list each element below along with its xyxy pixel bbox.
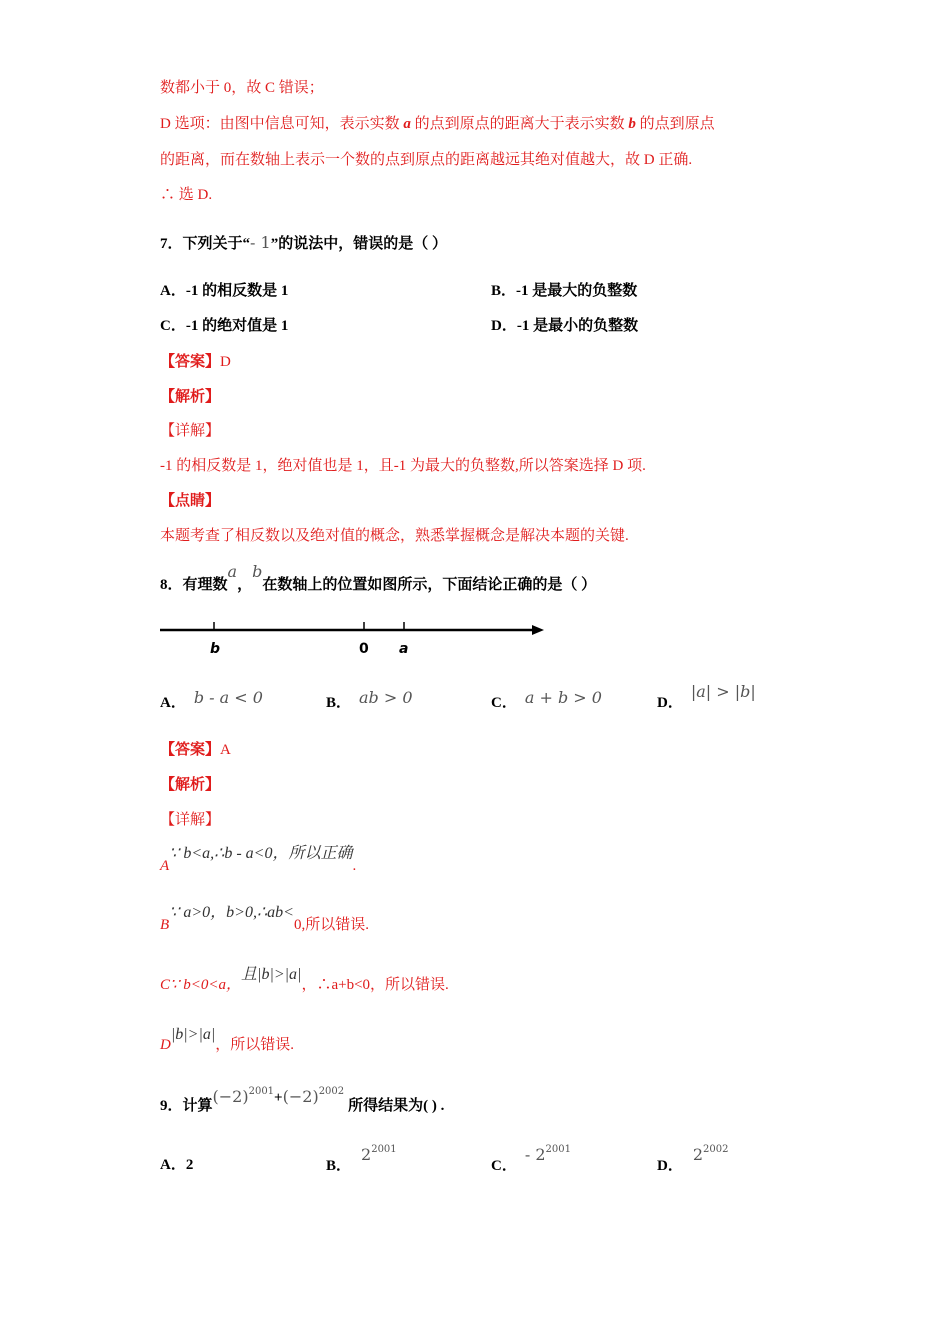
q8-solution-c xyxy=(160,966,449,995)
q7-remark: 本题考查了相反数以及绝对值的概念，熟悉掌握概念是解决本题的关键. xyxy=(160,528,629,544)
label-b: b xyxy=(210,641,221,657)
q7-stem xyxy=(160,233,447,254)
q7-option-a: A．-1 的相反数是 1 xyxy=(160,283,289,299)
prev-line-1: 数都小于 0，故 C 错误； xyxy=(160,80,324,96)
number-line-arrow xyxy=(532,625,544,635)
q7-remark-tag: 【点睛】 xyxy=(160,493,221,509)
var-a: a xyxy=(403,116,411,132)
q7-detail: -1 的相反数是 1，绝对值也是 1，且-1 为最大的负整数,所以答案选择 D 项. xyxy=(160,458,646,474)
q9-option-c-exp: 2001 xyxy=(545,1144,571,1155)
q7-answer-tag: 【答案】 xyxy=(160,354,221,370)
q8-stem xyxy=(160,562,597,595)
q8-solution-b xyxy=(160,904,369,935)
q7-option-b: B．-1 是最大的负整数 xyxy=(491,283,638,299)
q9-base2: (−2) xyxy=(282,1087,319,1106)
q9-option-d-exp: 2002 xyxy=(703,1144,729,1155)
prev-line-2 xyxy=(160,114,715,134)
q8-sol-c-b: ，∴a+b<0，所以错误. xyxy=(301,977,449,993)
q8-comma: ， xyxy=(237,577,253,593)
q8-sol-b-math: ∵ a>0，b>0,∴ab< xyxy=(169,904,294,921)
q8-sol-a-letter: A xyxy=(160,858,170,874)
q9-stem xyxy=(160,1086,445,1118)
q9-option-b-base: 2 xyxy=(361,1145,372,1164)
var-b: b xyxy=(628,116,636,132)
q9-plus: + xyxy=(274,1090,283,1106)
q9-option-a-value: 2 xyxy=(185,1157,194,1173)
q7-detail-tag: 【详解】 xyxy=(160,423,221,439)
q9-option-c xyxy=(491,1144,571,1178)
q8-option-c-math: a + b > 0 xyxy=(524,688,602,707)
q8-option-a-label: A． xyxy=(160,695,186,711)
q9-option-c-base: - 2 xyxy=(524,1145,546,1164)
q8-option-d-label: D． xyxy=(657,695,683,711)
q8-solution-a xyxy=(160,845,357,876)
q9-stem-b: 所得结果为( ) . xyxy=(348,1098,445,1114)
q8-solution-d xyxy=(160,1026,294,1055)
number-line-figure xyxy=(160,618,550,658)
q9-exp2: 2002 xyxy=(318,1086,345,1097)
q9-option-d-base: 2 xyxy=(692,1145,704,1164)
q7-stem-num: - 1 xyxy=(250,233,271,252)
q8-option-c xyxy=(491,688,602,713)
q8-answer xyxy=(160,740,231,760)
q8-option-a-math: b - a < 0 xyxy=(193,688,263,707)
prev-line-2a: D 选项：由图中信息可知，表示实数 xyxy=(160,116,404,132)
q7-option-c: C．-1 的绝对值是 1 xyxy=(160,318,289,334)
q8-answer-tag: 【答案】 xyxy=(160,742,221,758)
q7-stem-b: ”的说法中，错误的是（ ） xyxy=(270,236,447,252)
q7-analysis-tag: 【解析】 xyxy=(160,389,221,405)
q9-option-b xyxy=(326,1144,397,1178)
q8-sol-d-letter: D xyxy=(160,1037,171,1053)
q7-answer xyxy=(160,352,231,372)
prev-line-3: 的距离，而在数轴上表示一个数的点到原点的距离越远其绝对值越大，故 D 正确. xyxy=(160,152,693,168)
q9-stem-a: 9．计算 xyxy=(160,1098,213,1114)
q8-sol-a-math: ∵ b<a,∴b - a<0，所以正确 xyxy=(169,845,353,862)
q8-sol-a-end: . xyxy=(352,858,357,874)
q8-answer-value: A xyxy=(220,742,231,758)
prev-line-2b: 的点到原点的距离大于表示实数 xyxy=(410,116,629,132)
q8-var-a: a xyxy=(227,562,238,581)
q9-option-b-label: B． xyxy=(326,1158,352,1174)
q7-stem-a: 7．下列关于“ xyxy=(160,236,251,252)
q8-option-b-math: ab > 0 xyxy=(359,688,413,707)
q8-option-d xyxy=(657,682,756,713)
q8-stem-a: 8．有理数 xyxy=(160,577,228,593)
prev-line-2c: 的点到原点 xyxy=(635,116,715,132)
q9-option-a xyxy=(160,1155,193,1175)
q9-base1: (−2) xyxy=(212,1087,249,1106)
q8-option-a xyxy=(160,688,263,713)
label-a: a xyxy=(399,641,409,657)
q9-option-b-exp: 2001 xyxy=(371,1144,397,1155)
q9-option-a-label: A． xyxy=(160,1157,186,1173)
q7-answer-value: D xyxy=(220,354,231,370)
q8-option-b-label: B． xyxy=(326,695,352,711)
q8-option-c-label: C． xyxy=(491,695,517,711)
q8-detail-tag: 【详解】 xyxy=(160,812,221,828)
q8-stem-b: 在数轴上的位置如图所示，下面结论正确的是（ ） xyxy=(262,577,597,593)
q8-sol-d-end: ，所以错误. xyxy=(215,1037,294,1053)
q8-analysis-tag: 【解析】 xyxy=(160,777,221,793)
q8-sol-c-math: 且|b|>|a| xyxy=(241,966,302,983)
q9-exp1: 2001 xyxy=(248,1086,275,1097)
q8-sol-b-letter: B xyxy=(160,917,170,933)
q7-option-d: D．-1 是最小的负整数 xyxy=(491,318,639,334)
q8-sol-d-math: |b|>|a| xyxy=(170,1026,216,1043)
q8-sol-b-end: 0,所以错误. xyxy=(293,917,369,933)
q9-option-d xyxy=(657,1144,729,1178)
q8-option-d-math: |a| > |b| xyxy=(690,682,756,701)
q8-sol-c-a: C∵ b<0<a， xyxy=(160,977,242,993)
q9-option-c-label: C． xyxy=(491,1158,517,1174)
q8-option-b xyxy=(326,688,413,713)
q9-option-d-label: D． xyxy=(657,1158,683,1174)
label-0: 0 xyxy=(359,641,369,657)
prev-line-4: ∴ 选 D. xyxy=(160,187,213,203)
q8-var-b: b xyxy=(252,562,263,581)
